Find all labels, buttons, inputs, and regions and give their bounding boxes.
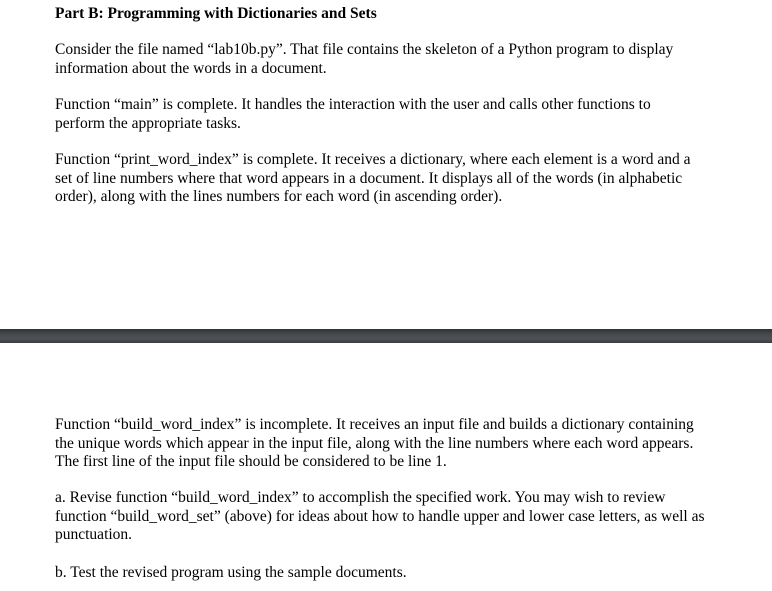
- text-line: The first line of the input file should be considered to be line 1.: [55, 453, 447, 470]
- task-a: [55, 489, 755, 545]
- page-separator: [0, 329, 772, 343]
- text-line: function “build_word_set” (above) for ideas about how to handle upper and lower case letters, as well as: [55, 507, 705, 525]
- document-page-bottom: [0, 343, 772, 591]
- text-line: Function “main” is complete. It handles the interaction with the user and calls other functions to: [55, 96, 651, 113]
- paragraph-print-word-index: [55, 151, 755, 207]
- text-line: Function “print_word_index” is complete. It receives a dictionary, where each element is a word and a: [55, 151, 691, 168]
- section-heading: Part B: Programming with Dictionaries and Sets: [55, 5, 377, 22]
- text-line: Consider the file named “lab10b.py”. That file contains the skeleton of a Python program to display: [55, 41, 674, 58]
- text-line: b. Test the revised program using the sample documents.: [55, 564, 407, 581]
- paragraph-build-word-index: [55, 416, 755, 472]
- text-line: perform the appropriate tasks.: [55, 114, 241, 132]
- task-b: [55, 564, 755, 583]
- text-line: punctuation.: [55, 526, 133, 543]
- paragraph-intro: [55, 41, 755, 78]
- text-line: Function “build_word_index” is incomplete. It receives an input file and builds a dictionary containing: [55, 416, 694, 433]
- text-line: a. Revise function “build_word_index” to accomplish the specified work. You may wish to review: [55, 489, 666, 506]
- text-line: set of line numbers where that word appears in a document. It displays all of the words (in alphabetic: [55, 169, 683, 187]
- paragraph-main-function: [55, 96, 755, 133]
- text-line: information about the words in a document.: [55, 59, 327, 77]
- text-line: the unique words which appear in the input file, along with the line numbers where each word appears.: [55, 434, 694, 452]
- text-line: order), along with the lines numbers for each word (in ascending order).: [55, 188, 503, 205]
